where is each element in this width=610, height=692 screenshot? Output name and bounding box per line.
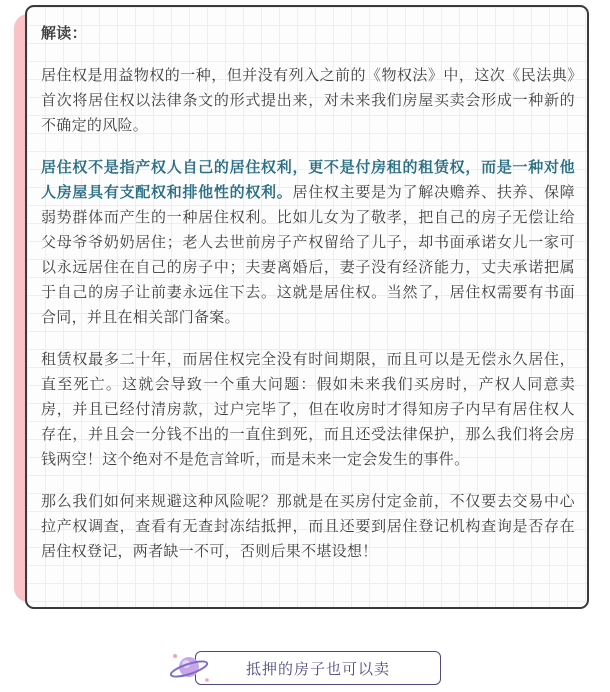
article-paragraph-2	[41, 155, 575, 330]
planet-icon	[167, 650, 219, 688]
highlighted-text: 居住权不是指产权人自己的居住权利，更不是付房租的租赁权，而是一种对他人房屋具有支配权和排他性的权利。	[41, 158, 575, 201]
paragraph-2-body: 居住权主要是为了解决赡养、扶养、保障弱势群体而产生的一种居住权利。比如儿女为了敬孝，把自己的房子无偿让给父母爷爷奶奶居住；老人去世前房子产权留给了儿子，却书面承诺女儿一家可以永远居住在自己的房子中；夫妻离婚后，妻子没有经济能力，丈夫承诺把属于自己的房子让前妻永远住下去。这就是居住权。当然了，居住权需要有书面合同，并且在相关部门备案。	[41, 183, 575, 326]
article-card	[25, 5, 589, 609]
article-paragraph-3: 租赁权最多二十年，而居住权完全没有时间期限，而且可以是无偿永久居住，直至死亡。这就会导致一个重大问题：假如未来我们买房时，产权人同意卖房，并且已经付清房款，过户完毕了，但在收房时才得知房子内早有居住权人存在，并且会一分钱不出的一直住到死，而且还受法律保护，那么我们将会房钱两空！这个绝对不是危言耸听，而是未来一定会发生的事件。	[41, 350, 575, 468]
article-paragraph-4: 那么我们如何来规避这种风险呢？那就是在买房付定金前，不仅要去交易中心拉产权调查，查看有无查封冻结抵押，而且还要到居住登记机构查询是否存在居住权登记，两者缺一不可，否则后果不堪设想！	[41, 492, 575, 560]
related-article-button[interactable]	[195, 651, 441, 685]
article-paragraph-1: 居住权是用益物权的一种，但并没有列入之前的《物权法》中，这次《民法典》首次将居住权以法律条文的形式提出来，对未来我们房屋买卖会形成一种新的不确定的风险。	[41, 66, 575, 134]
related-article-label: 抵押的房子也可以卖	[245, 659, 390, 678]
article-heading: 解读：	[41, 24, 87, 42]
